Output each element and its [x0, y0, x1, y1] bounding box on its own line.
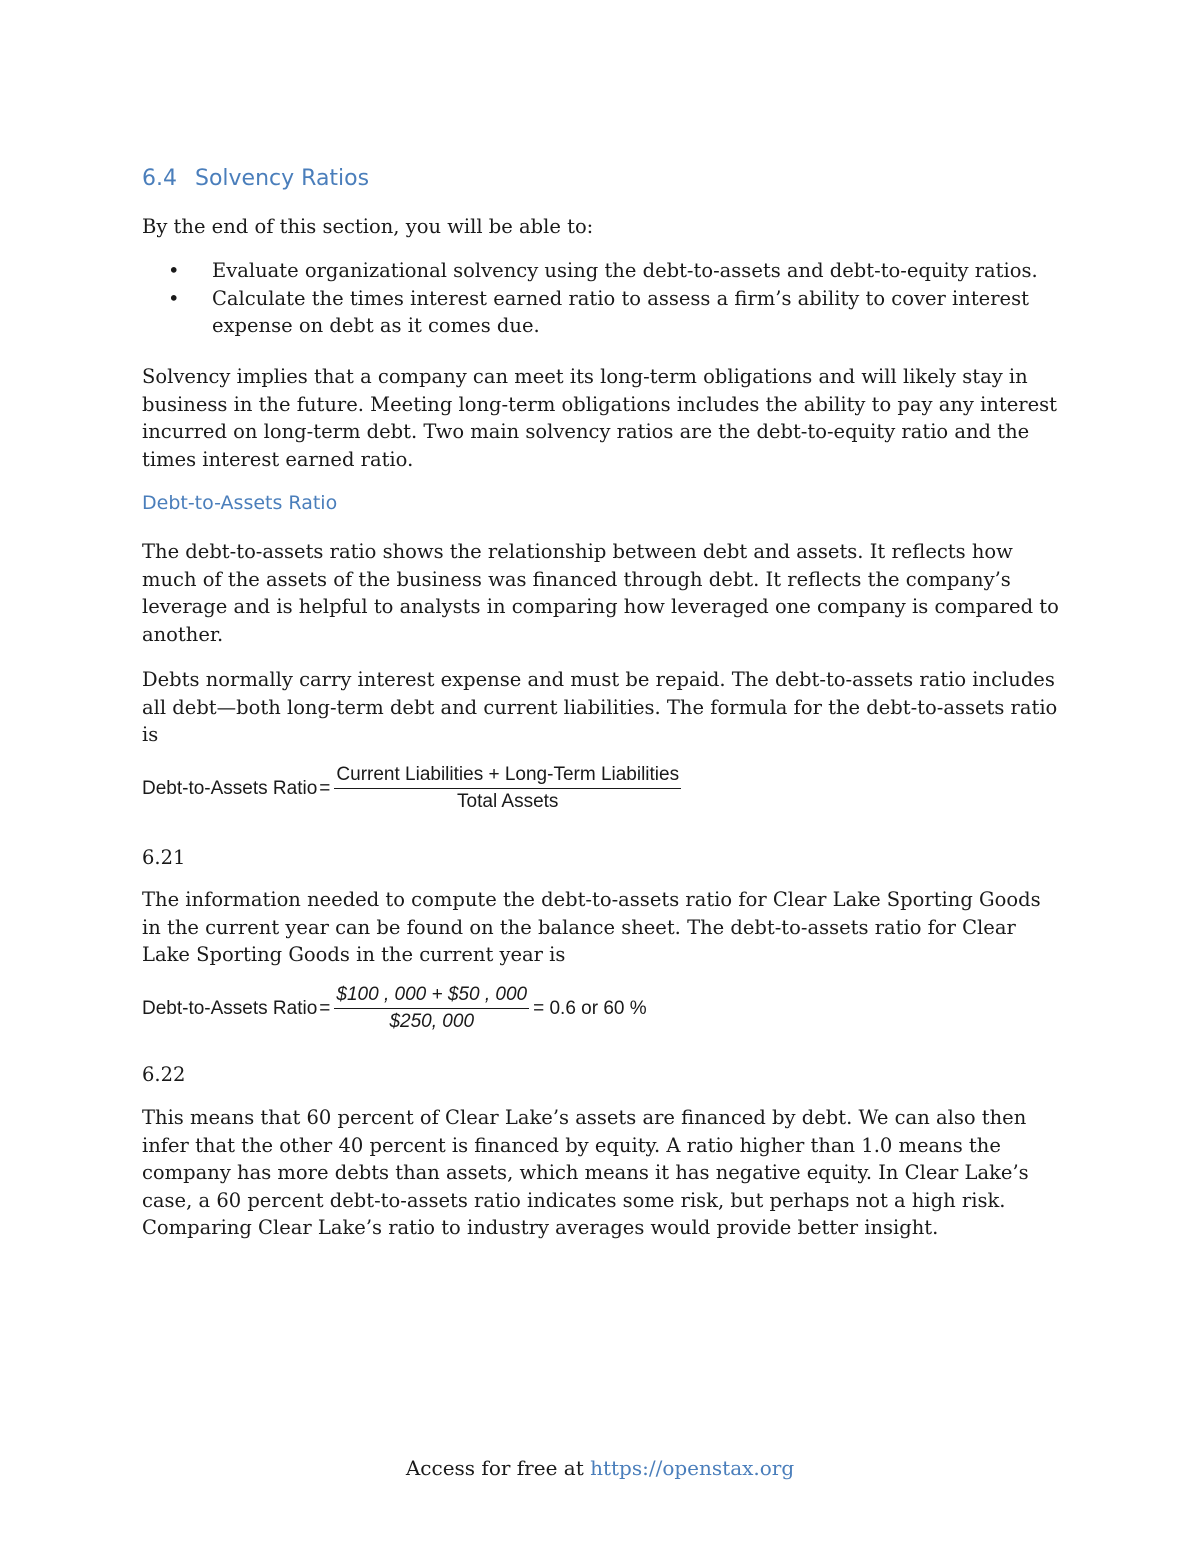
- equation-number: 6.21: [142, 846, 186, 869]
- formula-lhs: Debt-to-Assets Ratio: [142, 997, 318, 1019]
- formula-equals: =: [319, 997, 331, 1019]
- section-number: 6.4: [142, 166, 177, 191]
- solvency-paragraph: Solvency implies that a company can meet its long-term obligations and will likely stay in business in the future. Meeting long-term obligations includes the ability to pay any interest incurred on long-term debt. Two main solvency ratios are the debt-to-equity ratio and the times interest earned ratio.: [142, 365, 1058, 471]
- subheading-debt-to-assets: Debt-to-Assets Ratio: [142, 492, 338, 514]
- formula-lhs: Debt-to-Assets Ratio: [142, 777, 318, 799]
- bullet-icon: •: [168, 259, 180, 282]
- section-title-text: Solvency Ratios: [195, 166, 370, 191]
- section-title: [142, 166, 369, 191]
- formula-result: = 0.6 or 60 %: [533, 997, 647, 1019]
- clear-lake-intro-paragraph: The information needed to compute the debt-to-assets ratio for Clear Lake Sporting Goods in the current year can be found on the balance sheet. The debt-to-assets ratio for Clear Lake Sporting Goods in the current year is: [142, 888, 1041, 966]
- objective-text: Evaluate organizational solvency using the debt-to-assets and debt-to-equity ratios.: [212, 259, 1038, 282]
- formula-denominator: Total Assets: [457, 791, 559, 812]
- formula-equals: =: [319, 777, 331, 799]
- formula-fraction: [334, 764, 681, 813]
- formula-intro-paragraph: Debts normally carry interest expense and must be repaid. The debt-to-assets ratio includes all debt—both long-term debt and current liabilities. The formula for the debt-to-assets ratio is: [142, 668, 1058, 746]
- formula-denominator: $250, 000: [389, 1011, 475, 1032]
- equation-number: 6.22: [142, 1063, 186, 1086]
- debt-to-assets-intro-paragraph: The debt-to-assets ratio shows the relationship between debt and assets. It reflects how much of the assets of the business was financed through debt. It reflects the company’s leverage and is helpful to analysts in comparing how leveraged one company is compared to another.: [142, 540, 1059, 646]
- formula-fraction: [334, 984, 529, 1033]
- objectives-intro: By the end of this section, you will be able to:: [142, 215, 594, 238]
- list-item: [142, 285, 1062, 340]
- formula-numerator: $100 , 000 + $50 , 000: [334, 984, 529, 1009]
- bullet-icon: •: [168, 286, 180, 310]
- learning-objectives-list: [142, 257, 1062, 340]
- debt-to-assets-formula: [142, 764, 681, 813]
- list-item: [142, 257, 1062, 285]
- clear-lake-formula: [142, 984, 647, 1033]
- interpretation-paragraph: This means that 60 percent of Clear Lake’s assets are financed by debt. We can also then infer that the other 40 percent is financed by equity. A ratio higher than 1.0 means the company has more debts than assets, which means it has negative equity. In Clear Lake’s case, a 60 percent debt-to-assets ratio indicates some risk, but perhaps not a high risk. Comparing Clear Lake’s ratio to industry averages would provide better insight.: [142, 1106, 1029, 1239]
- objective-text: Calculate the times interest earned ratio to assess a firm’s ability to cover interest expense on debt as it comes due.: [212, 286, 1029, 337]
- page-footer: [0, 1456, 1200, 1480]
- openstax-link[interactable]: https://openstax.org: [590, 1456, 795, 1480]
- footer-text: Access for free at: [405, 1456, 591, 1480]
- formula-numerator: Current Liabilities + Long-Term Liabilities: [334, 764, 681, 789]
